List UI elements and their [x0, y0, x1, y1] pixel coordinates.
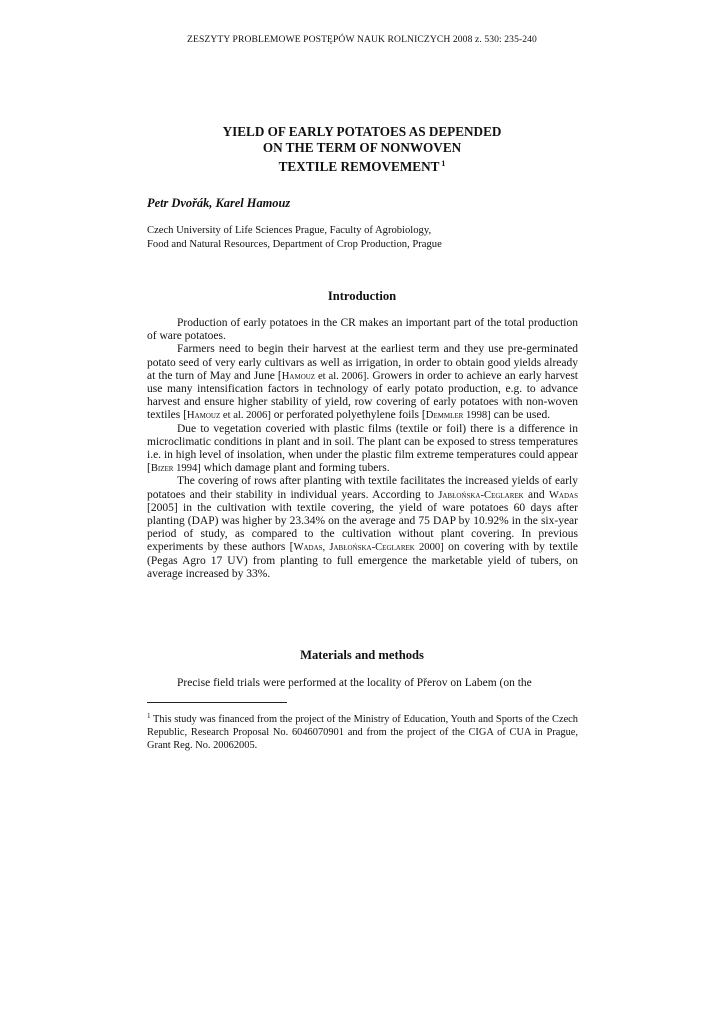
footnote-mark: 1 [147, 712, 151, 720]
citation-author: Hamouz [281, 370, 316, 382]
intro-paragraph-4 [147, 475, 578, 581]
text-run: [2005] in the cultivation with textile covering, the yield of ware potatoes 60 days after planting (DAP) was higher by 23.34% on the average and 75 DAP by 10.92% in the six-year period of study, as compared to the cultivation without plant covering. In previous experiments by these authors [ [147, 501, 578, 554]
footnote-text: This study was financed from the project of the Ministry of Education, Youth and Sports of the Czech Republic, Research Proposal No. 6046070901 and from the project of the CIGA of CUA in Prague, Grant Reg. No. 20062005. [147, 714, 578, 751]
journal-header: ZESZYTY PROBLEMOWE POSTĘPÓW NAUK ROLNICZYCH 2008 z. 530: 235-240 [187, 34, 537, 45]
title-line-1: YIELD OF EARLY POTATOES AS DEPENDED [222, 124, 502, 139]
intro-paragraph-3 [147, 423, 578, 476]
title-line-3 [0, 156, 724, 175]
citation-rest: 1998] [463, 410, 491, 422]
text-run: which damage plant and forming tubers. [200, 462, 390, 475]
intro-paragraph-2 [147, 343, 578, 422]
citation-author: Demmler [425, 410, 464, 422]
footnote-divider [147, 702, 287, 703]
citation-rest: 2000] [414, 542, 444, 554]
citation-rest: et al. 2006] [220, 410, 271, 422]
title-line-3-text: TEXTILE REMOVEMENT [278, 159, 440, 174]
citation-rest: 1994] [173, 463, 201, 475]
affiliation [147, 224, 442, 251]
text-run: The covering of rows after planting with textile facilitates the increased yields of early potatoes and their stability in individual years. According to [147, 475, 578, 501]
citation-author: Wadas, Jabłońska-Ceglarek [293, 542, 415, 554]
citation-author: Hamouz [186, 410, 221, 422]
authors: Petr Dvořák, Karel Hamouz [147, 196, 291, 210]
text-run: . Growers in order to achieve an early harvest use many intensification factors in technology of early potato production, e.g. to advance harvest and ensure higher stability of yield, row covering of early potatoes with non-woven textiles [ [147, 369, 578, 422]
methods-paragraph-1: Precise field trials were performed at the locality of Přerov on Labem (on the [177, 677, 532, 689]
affiliation-line-1: Czech University of Life Sciences Prague, Faculty of Agrobiology, [147, 225, 432, 236]
intro-paragraph-1: Production of early potatoes in the CR makes an important part of the total production of ware potatoes. [147, 317, 578, 343]
text-run: and [523, 488, 549, 501]
methods-body [147, 677, 578, 690]
text-run: or perforated polyethylene foils [ [270, 409, 426, 422]
text-run: Farmers need to begin their harvest at the earliest term and they use pre-germinated potato seed of very early cultivars as well as irrigation, in order to obtain good yields already at the turn of May and June [ [147, 343, 578, 382]
citation-author: Bizer [150, 463, 174, 475]
text-run: can be used. [490, 409, 551, 422]
paper-title [0, 124, 724, 175]
introduction-body [147, 317, 578, 581]
citation-author: Wadas [548, 489, 578, 501]
section-heading-introduction: Introduction [327, 289, 397, 303]
title-line-2: ON THE TERM OF NONWOVEN [262, 140, 462, 155]
title-footnote-mark: 1 [441, 159, 446, 168]
citation-rest: et al. 2006] [315, 370, 367, 382]
affiliation-line-2: Food and Natural Resources, Department of Crop Production, Prague [147, 238, 442, 250]
text-run: on covering with by textile (Pegas Agro 17 UV) from planting to full emergence the marketable yield of tubers, on average increased by 33%. [147, 541, 578, 580]
footnote [147, 710, 578, 752]
text-run: Due to vegetation coveried with plastic films (textile or foil) there is a difference in microclimatic conditions in plant and in soil. The plant can be exposed to stress temperatures i.e. in high level of insolation, when under the plastic film extreme temperatures could appear [ [147, 422, 578, 475]
section-heading-methods: Materials and methods [300, 648, 424, 662]
citation-author: Jabłońska-Ceglarek [438, 489, 524, 501]
